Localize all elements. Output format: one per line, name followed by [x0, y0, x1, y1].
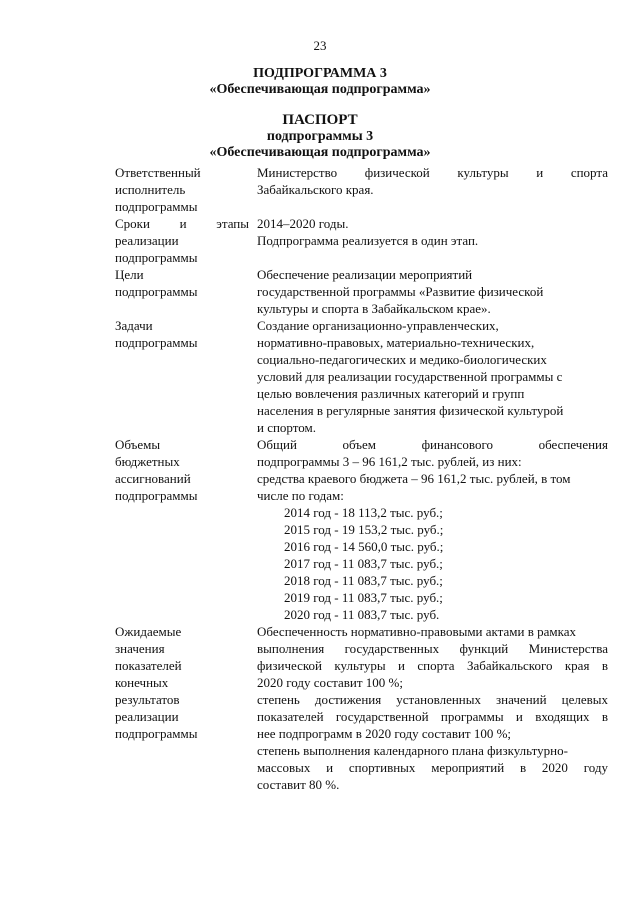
funding-year-line: 2016 год - 14 560,0 тыс. руб.;: [284, 539, 444, 554]
value-line: средства краевого бюджета – 96 161,2 тыс. рублей, в том: [257, 471, 571, 486]
value-line: физической культуры и спорта Забайкальского края в: [257, 658, 608, 673]
label-line: Задачи: [115, 318, 153, 333]
value-line: Обеспечение реализации мероприятий: [257, 267, 473, 282]
label-line: результатов: [115, 692, 180, 707]
row-value: [257, 623, 608, 793]
value-line: выполнения государственных функций Министерства: [257, 641, 608, 656]
value-line: государственной программы «Развитие физической: [257, 284, 544, 299]
label-line: конечных: [115, 675, 169, 690]
passport-row: [115, 436, 608, 623]
label-line: подпрограммы: [115, 250, 198, 265]
passport-row: [115, 164, 608, 215]
value-line: Создание организационно-управленческих,: [257, 318, 499, 333]
label-line: подпрограммы: [115, 488, 198, 503]
value-line: культуры и спорта в Забайкальском крае».: [257, 301, 491, 316]
label-line: Ожидаемые: [115, 624, 182, 639]
passport-row: [115, 215, 608, 266]
label-line: бюджетных: [115, 454, 180, 469]
value-line: Забайкальского края.: [257, 182, 374, 197]
value-line: нормативно-правовых, материально-технических,: [257, 335, 535, 350]
passport-row: [115, 266, 608, 317]
value-line: Министерство физической культуры и спорта: [257, 165, 608, 180]
row-value: [257, 436, 608, 623]
value-line: 2020 году составит 100 %;: [257, 675, 403, 690]
label-line: Цели: [115, 267, 144, 282]
funding-year-line: 2019 год - 11 083,7 тыс. руб.;: [284, 590, 443, 605]
label-line: подпрограммы: [115, 726, 198, 741]
row-label: [115, 266, 249, 317]
value-line: степень выполнения календарного плана физкультурно-: [257, 743, 568, 758]
passport-row: [115, 317, 608, 436]
row-value: [257, 266, 608, 317]
row-value: [257, 164, 608, 215]
value-line: 2014–2020 годы.: [257, 216, 349, 231]
value-line: показателей государственной программы и входящих в: [257, 709, 608, 724]
passport-table: [115, 164, 608, 793]
passport-subtitle: подпрограммы 3: [266, 129, 374, 144]
label-line: реализации: [115, 233, 179, 248]
label-line: показателей: [115, 658, 182, 673]
funding-year-line: 2014 год - 18 113,2 тыс. руб.;: [284, 505, 443, 520]
value-line: числе по годам:: [257, 488, 344, 503]
value-line: степень достижения установленных значений целевых: [257, 692, 608, 707]
row-label: [115, 436, 249, 623]
passport-row: [115, 623, 608, 793]
funding-year-line: 2015 год - 19 153,2 тыс. руб.;: [284, 522, 444, 537]
subprogram-subtitle: «Обеспечивающая подпрограмма»: [209, 82, 431, 97]
funding-year-line: 2018 год - 11 083,7 тыс. руб.;: [284, 573, 443, 588]
funding-year-line: 2020 год - 11 083,7 тыс. руб.: [284, 607, 440, 622]
label-line: подпрограммы: [115, 284, 198, 299]
label-line: подпрограммы: [115, 199, 198, 214]
row-label: [115, 623, 249, 793]
value-line: Обеспеченность нормативно-правовыми актами в рамках: [257, 624, 576, 639]
page-number: 23: [313, 38, 327, 53]
value-line: составит 80 %.: [257, 777, 340, 792]
passport-title: ПАСПОРТ: [282, 112, 358, 128]
value-line: Общий объем финансового обеспечения: [257, 437, 608, 452]
value-line: массовых и спортивных мероприятий в 2020 году: [257, 760, 608, 775]
value-line: социально-педагогических и медико-биологических: [257, 352, 547, 367]
label-line: ассигнований: [115, 471, 191, 486]
passport-subprogram-name: «Обеспечивающая подпрограмма»: [209, 145, 431, 160]
label-line: значения: [115, 641, 165, 656]
value-line: и спортом.: [257, 420, 317, 435]
value-line: нее подпрограмм в 2020 году составит 100 %;: [257, 726, 512, 741]
value-line: населения в регулярные занятия физической культурой: [257, 403, 564, 418]
label-line: Ответственный: [115, 165, 201, 180]
label-line: реализации: [115, 709, 179, 724]
subprogram-title: ПОДПРОГРАММА 3: [253, 66, 387, 81]
value-line: подпрограммы 3 – 96 161,2 тыс. рублей, из них:: [257, 454, 522, 469]
value-line: условий для реализации государственной программы с: [257, 369, 563, 384]
row-label: [115, 164, 249, 215]
row-label: [115, 215, 249, 266]
label-line: подпрограммы: [115, 335, 198, 350]
value-line: Подпрограмма реализуется в один этап.: [257, 233, 479, 248]
funding-year-line: 2017 год - 11 083,7 тыс. руб.;: [284, 556, 443, 571]
row-value: [257, 317, 608, 436]
label-line: Сроки и этапы: [115, 216, 249, 231]
label-line: Объемы: [115, 437, 161, 452]
value-line: целью вовлечения различных категорий и групп: [257, 386, 525, 401]
label-line: исполнитель: [115, 182, 186, 197]
row-label: [115, 317, 249, 436]
row-value: [257, 215, 608, 266]
